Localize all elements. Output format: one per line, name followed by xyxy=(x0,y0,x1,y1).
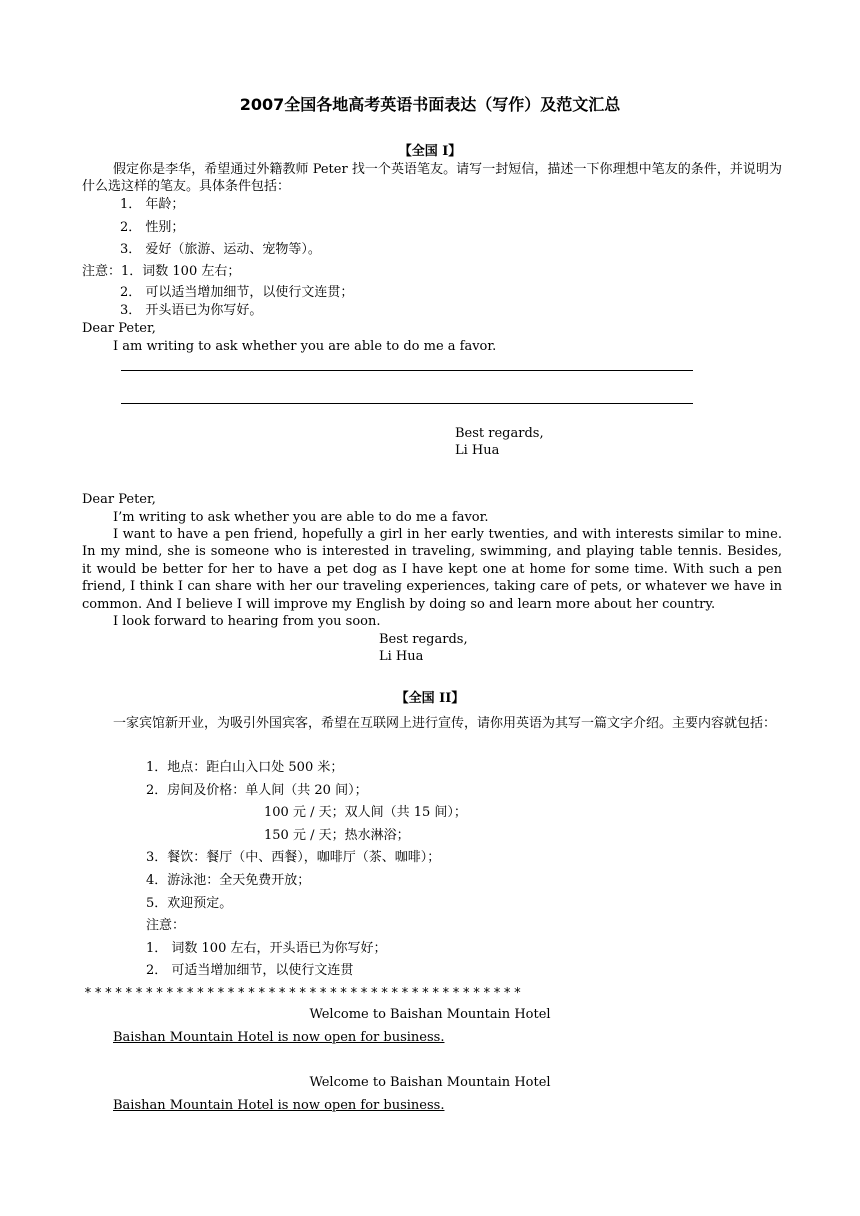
document-title: 2007全国各地高考英语书面表达（写作）及范文汇总 xyxy=(239,95,621,114)
requirement-item: 4．游泳池：全天免费开放； xyxy=(146,873,311,888)
sample-signature: Li Hua xyxy=(379,649,424,664)
note-item: 3． 开头语已为你写好。 xyxy=(120,303,263,318)
condition-item: 3． 爱好（旅游、运动、宠物等）。 xyxy=(120,242,321,257)
condition-item: 2． 性别； xyxy=(120,220,185,235)
note-item: 2． 可适当增加细节，以使行文连贯 xyxy=(146,963,354,978)
notes-label: 注意：1．词数 100 左右； xyxy=(82,264,241,279)
sample-greeting: Dear Peter, xyxy=(82,492,156,507)
answer-line xyxy=(121,403,693,404)
hotel-heading: Welcome to Baishan Mountain Hotel xyxy=(309,1007,551,1022)
section-2-intro: 一家宾馆新开业，为吸引外国宾客，希望在互联网上进行宣传，请你用英语为其写一篇文字介绍。主要内容就包括： xyxy=(113,716,777,731)
note-item: 1． 词数 100 左右，开头语已为你写好； xyxy=(146,941,387,956)
answer-line xyxy=(121,370,693,371)
requirement-item: 2．房间及价格：单人间（共 20 间）； xyxy=(146,783,368,798)
letter-opening: I am writing to ask whether you are able to do me a favor. xyxy=(113,339,497,354)
requirement-item: 3．餐饮：餐厅（中、西餐），咖啡厅（茶、咖啡）； xyxy=(146,850,441,865)
sample-body: I want to have a pen friend, hopefully a girl in her early twenties, and with interests similar to mine. In my mind, she is someone who is interested in traveling, swimming, and playing table tennis. Besides, it would be better for her to have a pet dog as I have kept one at home for some time. With such a pen friend, I think I can share with her our traveling experiences, taking care of pets, or whatever we have in common. And I believe I will improve my English by doing so and learn more about her country. xyxy=(82,527,782,612)
sample-hotel-heading: Welcome to Baishan Mountain Hotel xyxy=(309,1075,551,1090)
requirement-item: 100 元 / 天；双人间（共 15 间）； xyxy=(264,805,467,820)
letter-signature: Li Hua xyxy=(455,443,500,458)
asterisk-divider: ******************************************* xyxy=(84,986,524,1001)
section-1-heading: 【全国 I】 xyxy=(398,144,462,159)
letter-closing: Best regards, xyxy=(455,426,544,441)
sample-opening: I’m writing to ask whether you are able to do me a favor. xyxy=(113,510,489,525)
requirement-item: 150 元 / 天；热水淋浴； xyxy=(264,828,410,843)
condition-item: 1． 年龄； xyxy=(120,197,185,212)
sample-hotel-opening: Baishan Mountain Hotel is now open for business. xyxy=(113,1098,445,1113)
section-2-heading: 【全国 II】 xyxy=(395,691,465,706)
requirement-item: 5．欢迎预定。 xyxy=(146,896,233,911)
sample-last-line: I look forward to hearing from you soon. xyxy=(113,614,381,629)
letter-greeting: Dear Peter, xyxy=(82,321,156,336)
hotel-opening: Baishan Mountain Hotel is now open for business. xyxy=(113,1030,445,1045)
requirement-item: 1．地点：距白山入口处 500 米； xyxy=(146,760,344,775)
sample-closing: Best regards, xyxy=(379,632,468,647)
note-item: 2． 可以适当增加细节，以使行文连贯； xyxy=(120,285,354,300)
section-1-intro: 假定你是李华，希望通过外籍教师 Peter 找一个英语笔友。请写一封短信，描述一下你理想中笔友的条件，并说明为什么选这样的笔友。具体条件包括： xyxy=(82,162,782,195)
notes-label: 注意： xyxy=(146,918,186,933)
